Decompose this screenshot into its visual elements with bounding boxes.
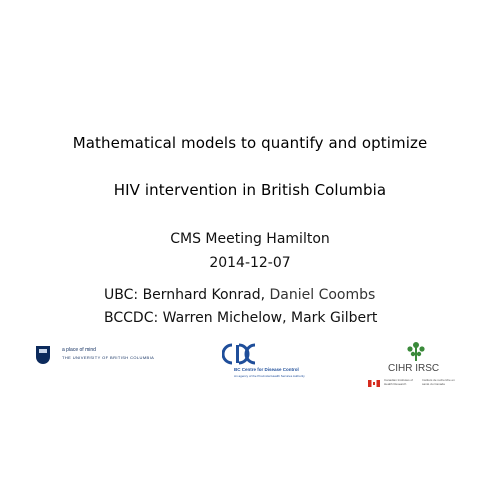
meeting-name: CMS Meeting Hamilton [170,231,330,247]
bccdc-authors: BCCDC: Warren Michelow, Mark Gilbert [104,310,378,326]
ubc-name: THE UNIVERSITY OF BRITISH COLUMBIA [62,355,155,360]
meeting-date: 2014-12-07 [209,255,291,271]
leaf-icon [404,340,428,362]
ubc-logo [36,345,176,369]
title-line-1: Mathematical models to quantify and optimize [72,134,428,152]
ubc-presenter: Bernhard Konrad [142,287,261,303]
bccdc-mark-icon [222,343,258,365]
cihr-wordmark: CIHR IRSC [388,363,440,374]
bccdc-logo [222,343,352,385]
bccdc-name: BC Centre for Disease Control [234,367,299,372]
cihr-english-name: Canadian Institutes of Health Research [384,378,414,386]
title-line-2: HIV intervention in British Columbia [113,181,387,199]
cihr-logo [366,340,466,392]
ubc-coauthor: Daniel Coombs [269,287,376,303]
canada-flag-icon [368,380,380,387]
ubc-authors [104,287,375,303]
ubc-shield-icon [36,346,50,364]
ubc-separator: , [260,287,270,303]
cihr-french-name: Instituts de recherche en santé du Canada [422,378,455,386]
bccdc-subtitle: An agency of the Provincial Health Services Authority [234,374,305,378]
ubc-tagline: a place of mind [62,347,96,353]
ubc-prefix: UBC: [104,287,143,303]
